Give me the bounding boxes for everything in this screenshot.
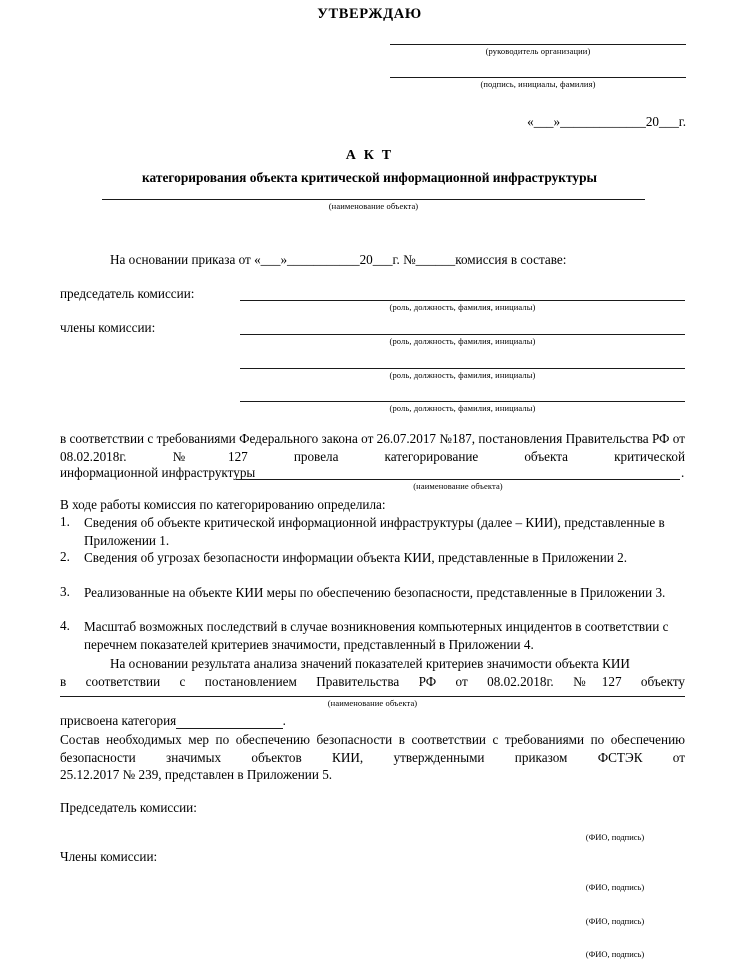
commission-member-rule-2: [240, 368, 685, 369]
signature-fio-caption-3: (ФИО, подпись): [585, 916, 645, 926]
approval-date-line: «___»_____________20___г.: [527, 114, 686, 129]
intro-paragraph: в соответствии с требованиями Федерального закона от 26.07.2017 №187, постановления Правительства РФ от 08.02.2018г. №127 провела категорирование объекта критической: [60, 431, 685, 464]
analysis-paragraph-line-1: На основании результата анализа значений показателей критериев значимости объекта КИИ: [110, 656, 630, 671]
approval-leader-rule: [390, 44, 686, 45]
page-title: А К Т: [345, 148, 394, 163]
list-item-3: Реализованные на объекте КИИ меры по обеспечению безопасности, представленные в Приложении 3.: [84, 585, 666, 600]
signature-chairman-label: Председатель комиссии:: [60, 800, 197, 815]
commission-role-caption-3: (роль, должность, фамилия, инициалы): [389, 370, 536, 380]
intro-paragraph-tail: информационной инфраструктуры: [60, 465, 256, 480]
commission-chairman-label: председатель комиссии:: [60, 286, 195, 301]
object-name-caption-intro: (наименование объекта): [413, 481, 503, 491]
order-basis-line: На основании приказа от «___»___________20___г. №______комиссия в составе:: [110, 252, 567, 267]
signature-fio-caption-1: (ФИО, подпись): [585, 832, 645, 842]
signature-fio-caption-4: (ФИО, подпись): [585, 949, 645, 959]
measures-paragraph: Состав необходимых мер по обеспечению безопасности в соответствии с требованиями по обеспечению безопасности значимых объектов КИИ, утвержденными приказом ФСТЭК от: [60, 732, 685, 765]
list-item-number-1: 1.: [60, 514, 70, 529]
list-item-4: Масштаб возможных последствий в случае возникновения компьютерных инцидентов в соответствии с перечнем показателей критериев значимости, представленный в Приложении 4.: [84, 619, 669, 652]
object-name-caption-analysis: (наименование объекта): [327, 698, 418, 708]
list-item-number-2: 2.: [60, 549, 70, 564]
approval-signature-caption: (подпись, инициалы, фамилия): [480, 79, 596, 89]
commission-role-caption-2: (роль, должность, фамилия, инициалы): [389, 336, 536, 346]
category-assigned-blank[interactable]: [176, 713, 282, 729]
list-item-2: Сведения об угрозах безопасности информации объекта КИИ, представленные в Приложении 2.: [84, 550, 627, 565]
category-assigned-suffix: .: [282, 713, 286, 728]
approval-leader-caption: (руководитель организации): [485, 46, 591, 56]
list-item-number-4: 4.: [60, 618, 70, 633]
commission-role-caption-1: (роль, должность, фамилия, инициалы): [389, 302, 536, 312]
determined-lead-line: В ходе работы комиссия по категорированию определила:: [60, 497, 386, 512]
commission-role-caption-4: (роль, должность, фамилия, инициалы): [389, 403, 536, 413]
commission-member-rule-3: [240, 401, 685, 402]
intro-paragraph-period: .: [681, 465, 685, 480]
approval-heading: УТВЕРЖДАЮ: [317, 6, 422, 22]
commission-chairman-rule: [240, 300, 685, 301]
object-name-caption-title: (наименование объекта): [328, 201, 419, 211]
category-assigned-prefix: присвоена категория: [60, 713, 177, 728]
list-item-number-3: 3.: [60, 584, 70, 599]
signature-members-label: Члены комиссии:: [60, 849, 158, 864]
commission-members-label: члены комиссии:: [60, 320, 156, 335]
page-subtitle: категорирования объекта критической информационной инфраструктуры: [142, 170, 597, 185]
measures-paragraph-tail: 25.12.2017 № 239, представлен в Приложении 5.: [60, 767, 333, 782]
intro-object-name-rule: [236, 479, 680, 480]
analysis-object-name-rule: [60, 696, 685, 697]
commission-member-rule-1: [240, 334, 685, 335]
category-assigned-line: [60, 713, 286, 729]
analysis-paragraph-line-2: в соответствии с постановлением Правительства РФ от 08.02.2018г. №127 объекту: [60, 674, 685, 689]
list-item-1: Сведения об объекте критической информационной инфраструктуры (далее – КИИ), представленные в Приложении 1.: [84, 515, 665, 548]
object-name-rule-title: [102, 199, 645, 200]
signature-fio-caption-2: (ФИО, подпись): [585, 882, 645, 892]
approval-signature-rule: [390, 77, 686, 78]
